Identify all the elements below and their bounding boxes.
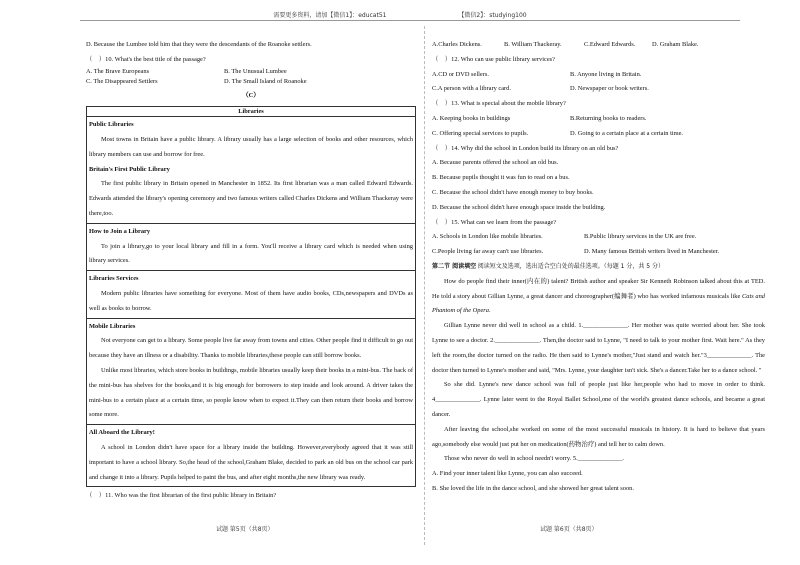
- q14-option-c: C. Because the school didn't have enough money to buy books.: [432, 188, 594, 196]
- mobile-libraries-text-1: Not everyone can get to a library. Some people live far away from towns and cities. Other people find it difficult to go out because they have an illness or a disability. Thanks to mobile libraries,these people can still borrow books.: [89, 337, 413, 360]
- question-11: （ ）11. Who was the first librarian of the first public library in Britain?: [86, 492, 277, 500]
- column-divider: [424, 26, 425, 545]
- q11-option-a: A.Charles Dickens.: [432, 41, 482, 48]
- question-14: （ ）14. Why did the school in London build its library on an old bus?: [432, 144, 619, 152]
- question-13: （ ）13. What is special about the mobile library?: [432, 100, 566, 108]
- header-right-text: 【微信2】：studying100: [458, 12, 527, 19]
- q10-options-row1: [86, 68, 416, 75]
- library-services-title: Libraries Services: [89, 275, 139, 283]
- q12-options-row1: [432, 68, 765, 83]
- q11-option-b: B. William Thackeray.: [504, 41, 562, 48]
- q10-option-a: A. The Brave Europeans: [86, 67, 150, 75]
- q12-option-c: C.A person with a library card.: [432, 85, 511, 93]
- q10-option-b: B. The Unusual Lumbee: [224, 67, 287, 75]
- section-all-aboard: [87, 424, 415, 486]
- q12-options-row2: [432, 82, 765, 97]
- q13-options-row1: [432, 112, 765, 127]
- q10-option-d: D. The Small Island of Roanoke: [224, 77, 307, 85]
- question-15: （ ）15. What can we learn from the passage?: [432, 218, 557, 226]
- passage-paragraph-5: Those who never do well in school needn't worry. 5.______________.: [444, 455, 624, 463]
- right-column: [432, 38, 765, 497]
- passage-paragraph-1: [432, 275, 765, 319]
- passage-paragraph-3: So she did. Lynne's new dance school was full of people just like her,people who had to move in order to think. 4______________. Lynne later went to the Royal Ballet School,one of the world's greatest dance schools, and became a great dancer.: [432, 381, 765, 418]
- question-12: （ ）12. Who can use public library services?: [432, 55, 555, 63]
- paragraph-1-text: How do people find their inner(内在的) talent? British author and speaker Sir Kenneth Robinson talked about this at TED. He told a story about Gillian Lynne, a great dancer and choreographer(编舞者) who has worked infamous musicals like: [432, 277, 765, 300]
- q11-option-c: C.Edward Edwards.: [584, 41, 636, 48]
- q13-option-d: D. Going to a certain place at a certain time.: [570, 129, 684, 137]
- q10-option-c: C. The Disappeared Settlers: [86, 77, 158, 85]
- q15-option-a: A. Schools in London like mobile libraries.: [432, 233, 543, 241]
- q11-options: [432, 38, 765, 53]
- libraries-box: [86, 106, 416, 487]
- q13-option-a: A. Keeping books in buildings: [432, 114, 511, 122]
- question-10: （ ）10. What's the best title of the passage?: [86, 55, 206, 63]
- q15-options-row2: [432, 245, 765, 260]
- join-library-title: How to Join a Library: [89, 227, 151, 235]
- section-library-services: [87, 270, 415, 317]
- section-public-libraries: [87, 116, 415, 223]
- section-2-title: 第二节 阅读填空: [432, 262, 477, 270]
- q13-option-b: B.Returning books to readers.: [570, 114, 647, 122]
- join-library-text: To join a library,go to your local library and fill in a form. You'll receive a library card which is needed when using library services.: [89, 242, 413, 265]
- right-page-footer: 试题 第6页（共8页）: [540, 526, 598, 533]
- answer-option-a: A. Find your inner talent like Lynne, you can also succeed.: [432, 470, 583, 478]
- q13-options-row2: [432, 127, 765, 142]
- q15-options-row1: [432, 230, 765, 245]
- section-mobile-libraries: [87, 318, 415, 425]
- section-join-library: [87, 223, 415, 270]
- musical-names: Cats and Phantom of the Opera: [432, 292, 765, 315]
- public-libraries-text: Most towns in Britain have a public library. A library usually has a large selection of books and other resources, which library members can use and borrow for free.: [89, 135, 413, 158]
- section-2-description: 阅读短文及选项，选出适合空白处的最佳选项。（每题 1 分，共 5 分）: [477, 262, 664, 270]
- all-aboard-text: A school in London didn't have space for a library inside the building. However,everybody agreed that it was still important to have a school library. So,the head of the school,Graham Blake, decided to park an old bus on the school car park and change it into a library. Pupils helped to paint the bus, and after eight months,the new library was ready.: [89, 443, 413, 481]
- mobile-libraries-title: Mobile Libraries: [89, 322, 136, 330]
- page-header: [0, 10, 800, 19]
- q12-option-a: A.CD or DVD sellers.: [432, 70, 489, 78]
- q13-option-c: C. Offering special services to pupils.: [432, 129, 529, 137]
- left-page-footer: 试题 第5页（共8页）: [216, 526, 274, 533]
- q15-option-d: D. Many famous British writers lived in Manchester.: [584, 248, 720, 256]
- q11-option-d: D. Graham Blake.: [652, 41, 699, 48]
- q12-option-b: B. Anyone living in Britain.: [570, 70, 642, 78]
- public-libraries-title: Public Libraries: [89, 121, 134, 129]
- header-divider: [80, 20, 740, 21]
- mobile-libraries-text-2: Unlike most libraries, which store books in buildings, mobile libraries usually keep their books in a mini-bus. The back of the mini-bus has shelves for the books,and it is big enough for borrowers to step inside and look around. A driver takes the mini-bus to a certain place at a certain time, so people know when to expect it.They can then return their books and borrow some more.: [89, 366, 413, 419]
- q15-option-c: C.People living far away can't use libraries.: [432, 248, 544, 256]
- passage-paragraph-4: After leaving the school,she worked on some of the most successful musicals in history. It is hard to believe that years ago,somebody else would just put her on medication(药物治疗) and tell her to calm down.: [432, 425, 765, 448]
- libraries-box-title: Libraries: [238, 108, 264, 116]
- section-2-heading: [432, 260, 765, 275]
- library-services-text: Modern public libraries have something for everyone. Most of them have audio books, CDs,newspapers and DVDs as well as books to borrow.: [89, 289, 413, 312]
- first-library-title: Britain's First Public Library: [89, 165, 170, 173]
- q14-option-d: D. Because the school didn't have enough space inside the building.: [432, 203, 606, 211]
- q15-option-b: B.Public library services in the UK are free.: [584, 233, 697, 241]
- header-left-text: 需要更多资料，请加【微信1】：educat51: [273, 12, 387, 19]
- q14-option-b: B. Because pupils thought it was fun to read on a bus.: [432, 174, 570, 182]
- left-column: [86, 38, 416, 504]
- all-aboard-title: All Aboard the Library!: [89, 429, 155, 437]
- q10-options-row2: [86, 75, 416, 90]
- passage-paragraph-2: Gillian Lynne never did well in school as a child. 1.______________. Her mother was quite worried about her. She took Lynne to see a doctor. 2.______________. Then,the doctor said to Lynne, "I need to talk to your mother first. Wait here." As they left the room,the doctor turned on the radio. He then said to Lynne's mother,"Just stand and watch her."3______________. The doctor then turned to Lynne's mother and said, "Mrs. Lynne, your daughter isn't sick. She's a dancer.Take her to a dance school. ": [432, 322, 765, 374]
- answer-option-b: B. She loved the life in the dance school, and she showed her great talent soon.: [432, 484, 634, 492]
- first-library-text: The first public library in Britain opened in Manchester in 1852. Its first librarian was a man called Edward Edwards. Edwards attended the library's opening ceremony and two famous writers called Charles Dickens and William Thackeray were there,too.: [89, 180, 413, 217]
- q14-option-a: A. Because parents offered the school an old bus.: [432, 159, 559, 167]
- paragraph-1-end: .: [488, 307, 491, 315]
- section-c-label: （C）: [242, 92, 260, 100]
- q12-option-d: D. Newspaper or book writers.: [570, 85, 649, 93]
- q9-option-d: D. Because the Lumbee told him that they were the descendants of the Roanoke settlers.: [86, 41, 312, 48]
